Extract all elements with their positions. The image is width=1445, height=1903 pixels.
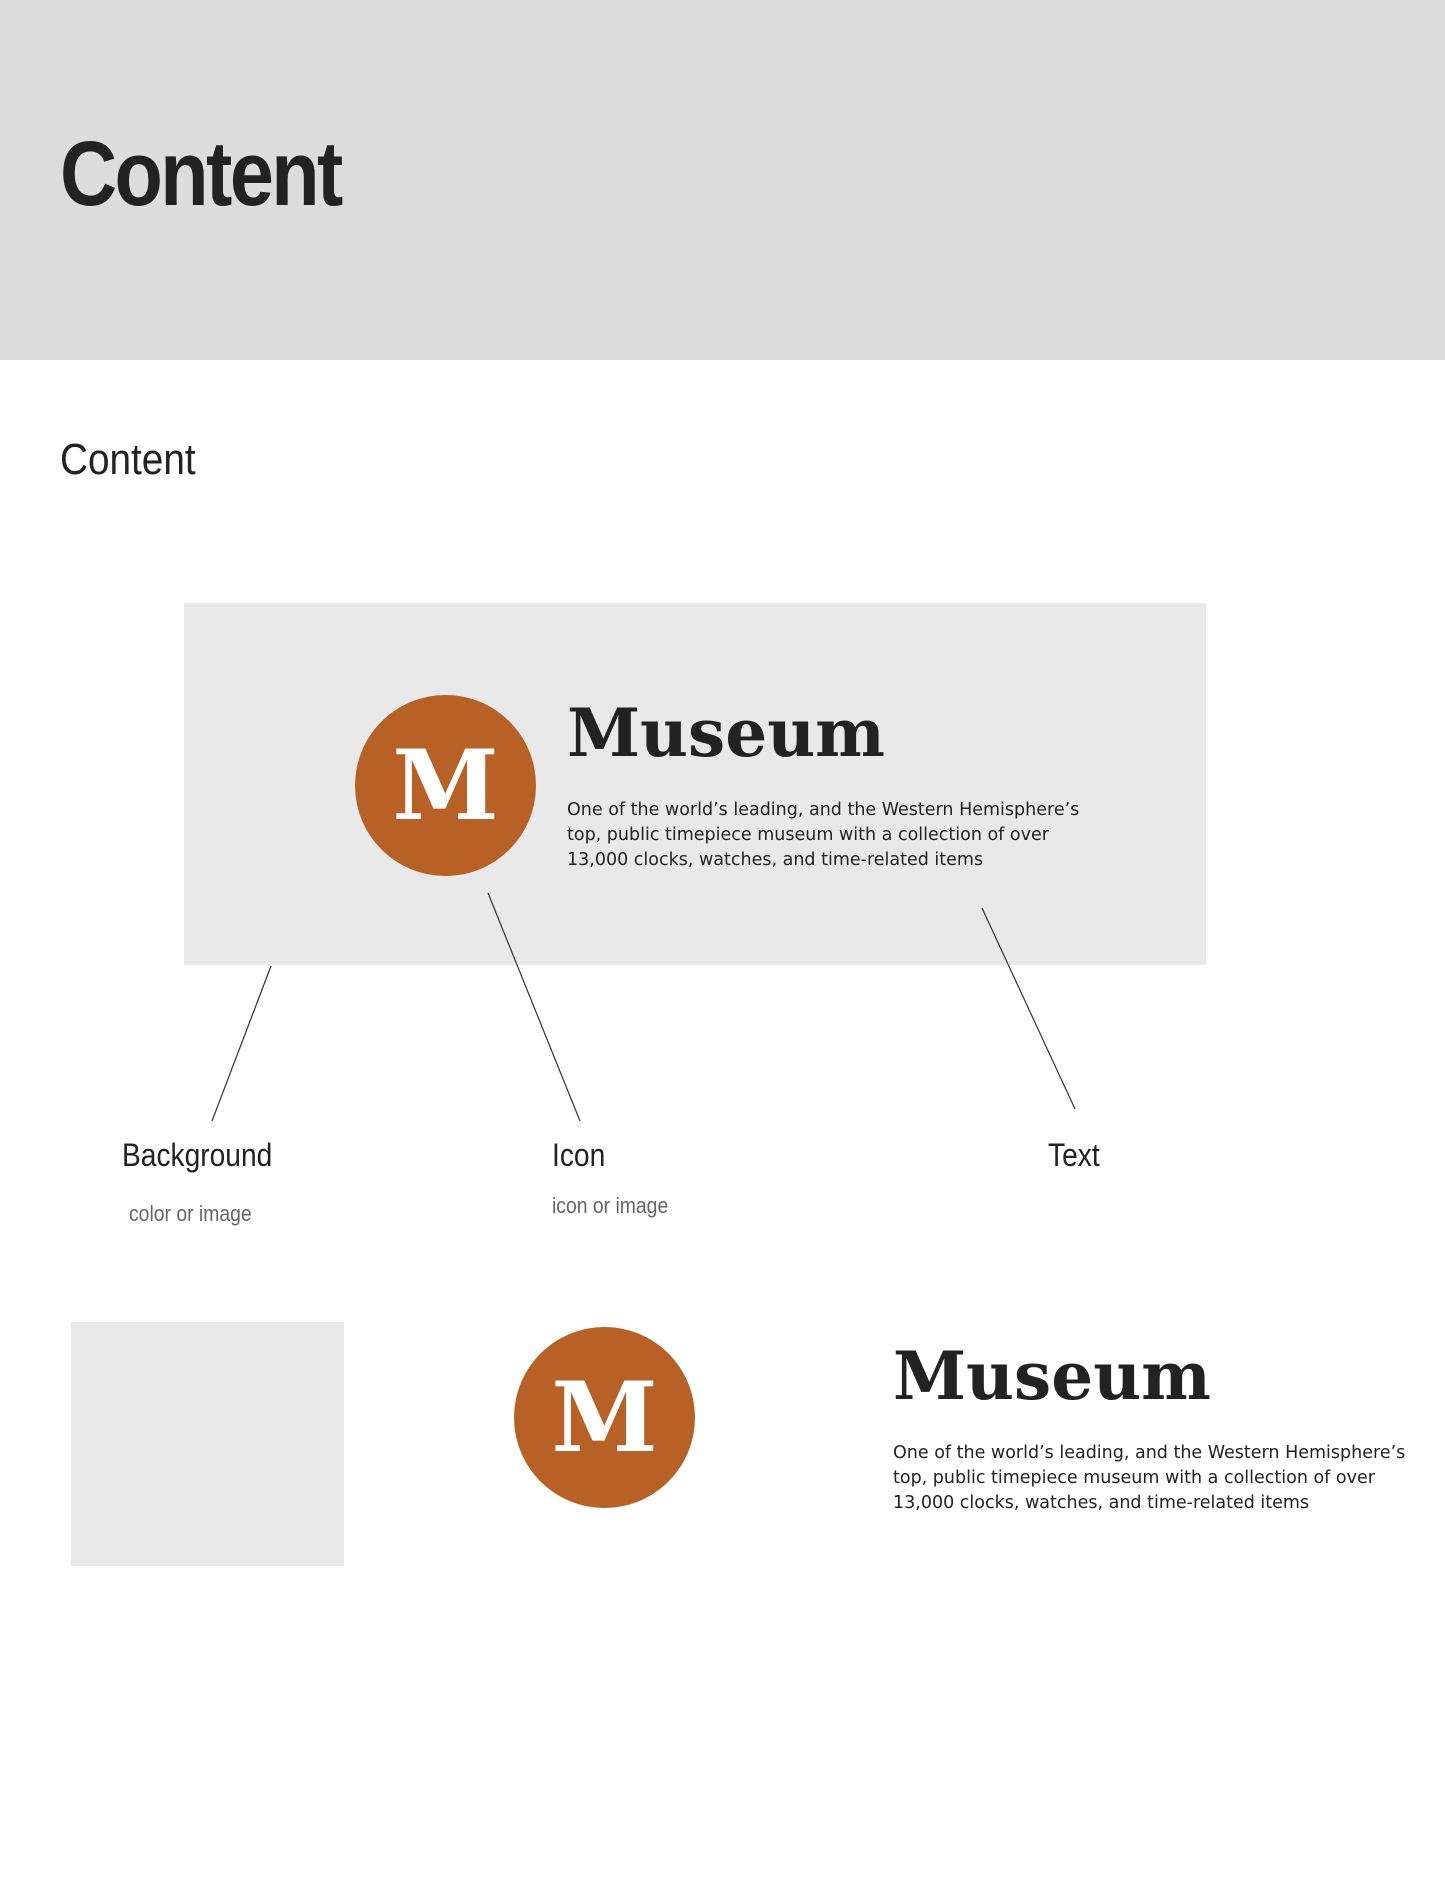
text-label: Text <box>1048 1137 1100 1173</box>
icon-label: Icon <box>552 1137 606 1173</box>
background-swatch <box>71 1322 344 1566</box>
card-heading: Museum <box>567 694 886 772</box>
card-description-line: top, public timepiece museum with a collection of over <box>567 825 1049 845</box>
icon-sublabel: icon or image <box>552 1193 669 1218</box>
section-title: Content <box>60 435 196 484</box>
card-description-line: 13,000 clocks, watches, and time-related items <box>567 850 984 870</box>
example-description-line: 13,000 clocks, watches, and time-related items <box>893 1493 1310 1513</box>
card-description <box>567 798 1087 873</box>
card-description-line: One of the world’s leading, and the Western Hemisphere’s <box>567 800 1080 820</box>
museum-logo-icon-standalone <box>514 1327 695 1508</box>
example-heading: Museum <box>893 1337 1212 1415</box>
example-description-line: One of the world’s leading, and the Western Hemisphere’s <box>893 1443 1406 1463</box>
background-sublabel: color or image <box>129 1201 252 1226</box>
leader-line-background <box>212 966 271 1121</box>
example-description <box>893 1441 1413 1516</box>
content-card <box>184 603 1206 965</box>
logo-letter: M <box>392 729 499 842</box>
background-label: Background <box>122 1137 273 1173</box>
example-description-line: top, public timepiece museum with a collection of over <box>893 1468 1375 1488</box>
museum-logo-icon <box>355 695 536 876</box>
page-title: Content <box>60 123 341 225</box>
logo-letter: M <box>551 1361 658 1474</box>
